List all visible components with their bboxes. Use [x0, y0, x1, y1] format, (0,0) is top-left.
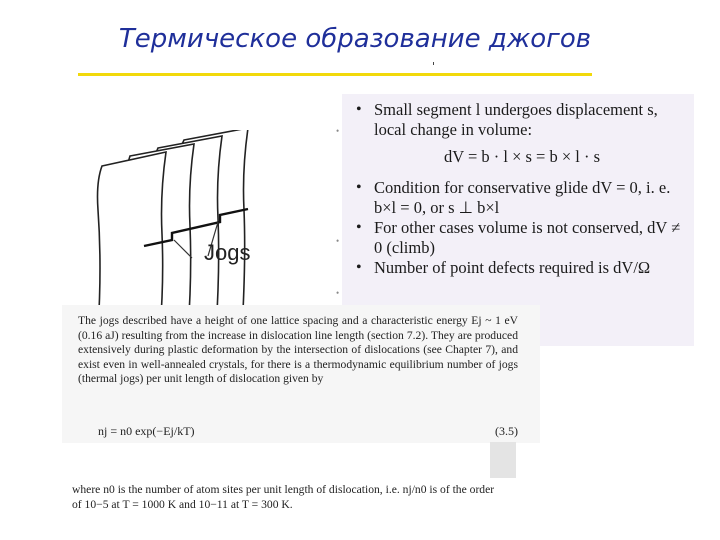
bullet-dot-icon: •: [356, 101, 362, 118]
side-marker: •: [336, 126, 340, 136]
volume-formula: dV = b · l × s = b × l · s: [443, 147, 601, 166]
bullet-text: For other cases volume is not conserved, dV ≠ 0 (climb): [374, 218, 681, 257]
bullet-item: [352, 100, 692, 140]
scanned-footnote: [62, 478, 516, 524]
scan-paragraph-text: The jogs described have a height of one lattice spacing and a characteristic energy Ej ~ 1 eV (0.16 aJ) resulting from the increase in dislocation line length (section 7.2). They are produced extensively during plastic deformation by the intersection of dislocations (see Chapter 7), and exist even in well-annealed crystals, for there is a thermodynamic equilibrium number of jogs (thermal jogs) per unit length of dislocation given by: [78, 314, 518, 386]
bullet-dot-icon: •: [356, 219, 362, 236]
bullet-item: [352, 258, 692, 278]
scan-footnote-text: where n0 is the number of atom sites per unit length of dislocation, i.e. nj/n0 is of the order of 10−5 at T = 1000 K and 10−11 at T = 300 K.: [72, 483, 495, 511]
bullet-text: Small segment l undergoes displacement s, local change in volume:: [374, 100, 658, 139]
side-marker: •: [336, 236, 340, 246]
bullet-text: Number of point defects required is dV/Ω: [374, 258, 651, 277]
jogs-label: Jogs: [204, 240, 251, 265]
slide-title: Термическое образование джогов: [118, 24, 592, 54]
title-tick-mark: [433, 62, 434, 65]
bullet-item: [352, 218, 692, 258]
jog-density-equation: nj = n0 exp(−Ej/kT): [98, 424, 195, 438]
bullet-text: Condition for conservative glide dV = 0, i. e. b×l = 0, or s ⊥ b×l: [374, 178, 671, 217]
scanned-paragraph: [62, 305, 540, 443]
equation-number: (3.5): [495, 424, 518, 438]
equation-row: [98, 424, 518, 439]
bullet-dot-icon: •: [356, 259, 362, 276]
bullet-item: [352, 178, 692, 218]
side-marker: •: [336, 288, 340, 298]
bullet-list: [352, 100, 692, 278]
jog-diagram: [72, 130, 312, 330]
lattice-plane-1: [98, 152, 167, 330]
bullet-dot-icon: •: [356, 179, 362, 196]
title-underline: [78, 73, 592, 76]
